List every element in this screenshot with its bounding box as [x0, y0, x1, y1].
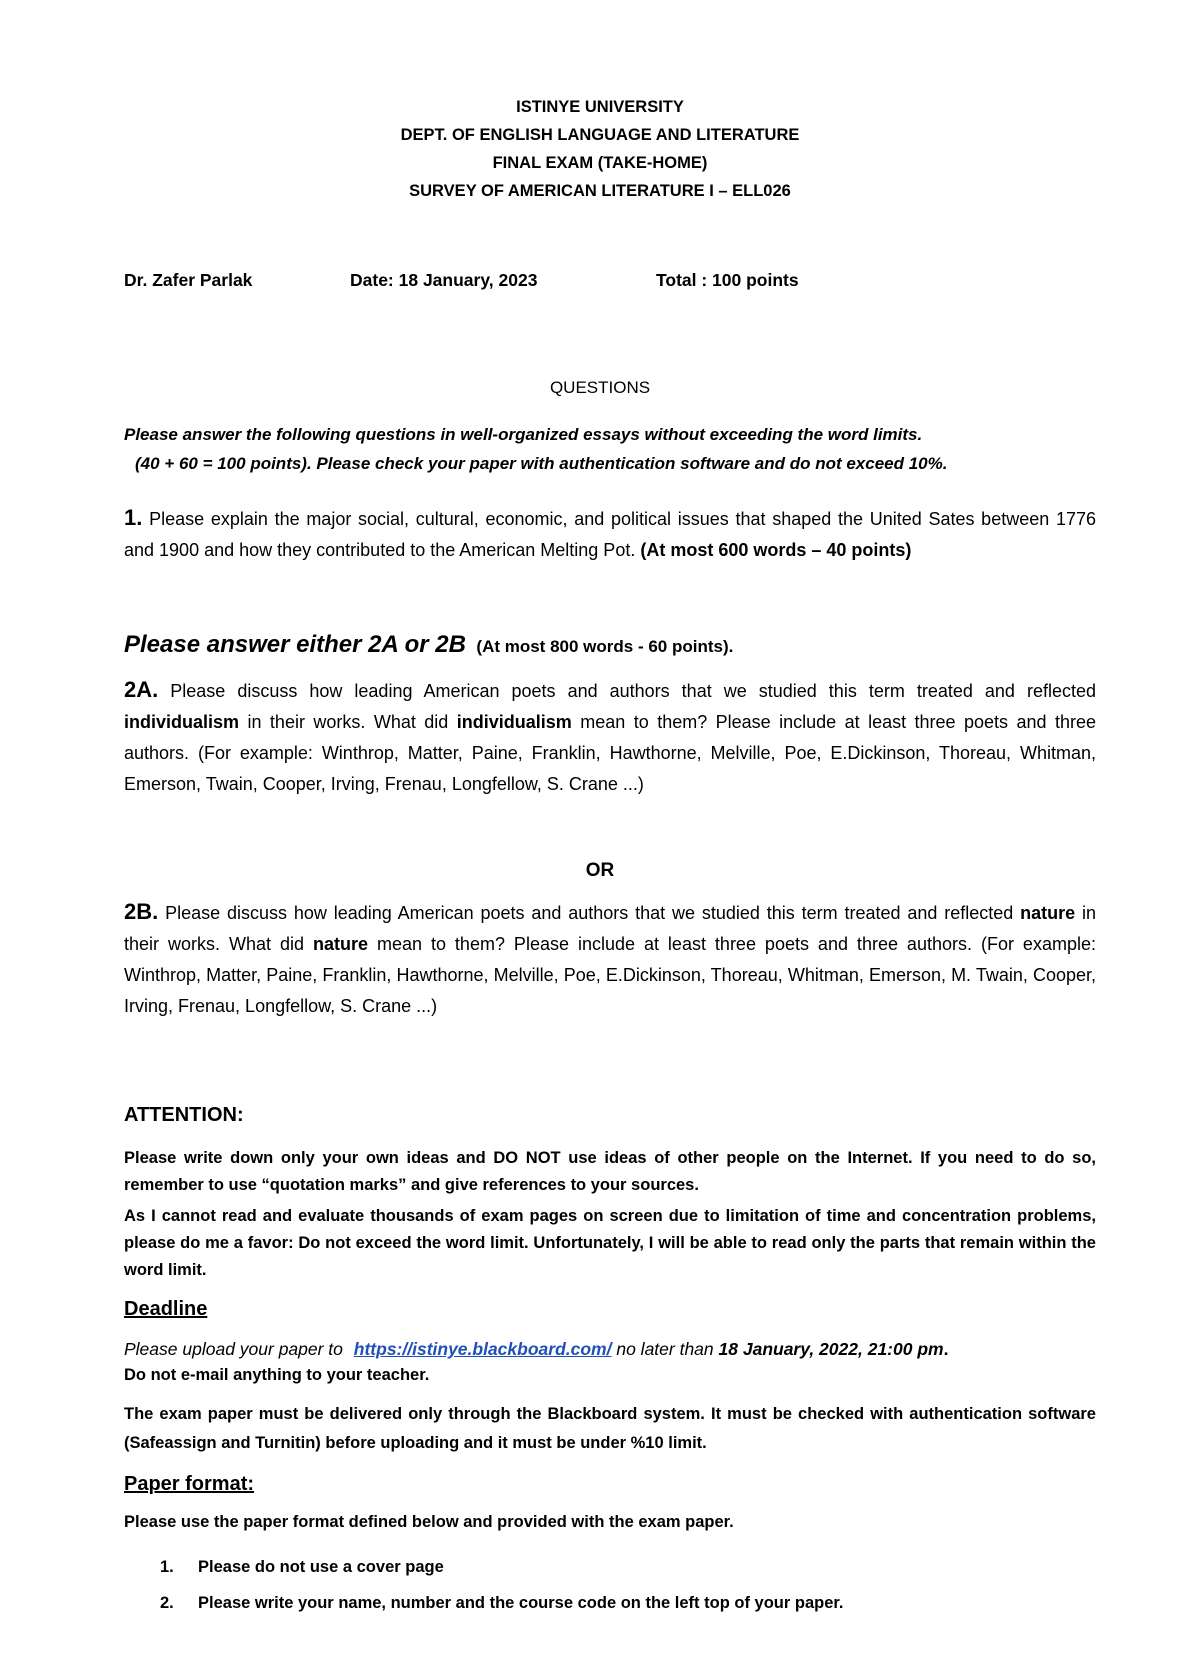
question-2a-number: 2A.	[124, 677, 159, 702]
deadline-upload-prefix: Please upload your paper to	[124, 1339, 343, 1359]
blackboard-link[interactable]: https://istinye.blackboard.com/	[353, 1339, 612, 1359]
question-2b	[124, 896, 1096, 1022]
question-2a-text-2: in their works. What did	[247, 712, 449, 732]
or-divider: OR	[585, 860, 615, 881]
exam-date: Date: 18 January, 2023	[350, 270, 538, 290]
instructions-line-1: Please answer the following questions in well-organized essays without exceeding the word limits.	[124, 425, 923, 444]
question-1	[124, 502, 1096, 566]
list-item-text: Please do not use a cover page	[198, 1558, 444, 1576]
question-1-text: Please explain the major social, cultural, economic, and political issues that shaped the United Sates between 1776 and 1900 and how they contributed to the American Melting Pot.	[124, 509, 1096, 560]
list-item	[124, 1585, 1096, 1621]
question-2b-examples: (For example: Winthrop, Matter, Paine, Franklin, Hawthorne, Melville, Poe, E.Dickinson, Thoreau, Whitman, Emerson, M. Twain, Cooper, Irving, Frenau, Longfellow, S. Crane ...)	[124, 934, 1096, 1016]
question-2a	[124, 674, 1096, 800]
question-2a-keyword-repeat: individualism	[456, 712, 572, 732]
questions-heading: QUESTIONS	[549, 378, 651, 397]
attention-paragraph-2: As I cannot read and evaluate thousands of exam pages on screen due to limitation of time and concentration problems, please do me a favor: Do not exceed the word limit. Unfortunately, I will be able to read only the parts that remain within the word limit.	[124, 1207, 1096, 1279]
question-2a-keyword: individualism	[124, 712, 240, 732]
paper-format-intro: Please use the paper format defined below and provided with the exam paper.	[124, 1513, 734, 1531]
university-name: ISTINYE UNIVERSITY	[516, 98, 684, 116]
deadline-date: 18 January, 2022, 21:00 pm	[718, 1339, 944, 1359]
list-item-number: 2.	[160, 1594, 174, 1612]
question-2b-number: 2B.	[124, 899, 159, 924]
question-2-limit: (At most 800 words - 60 points).	[476, 637, 734, 656]
question-2b-keyword: nature	[1020, 903, 1076, 923]
question-2b-text-1: Please discuss how leading American poets and authors that we studied this term treated and reflected	[165, 903, 1014, 923]
deadline-delivery: The exam paper must be delivered only through the Blackboard system. It must be checked with authentication software (Safeassign and Turnitin) before uploading and it must be under %10 limit.	[124, 1405, 1096, 1452]
paper-format-heading: Paper format:	[124, 1473, 255, 1495]
list-item-number: 1.	[160, 1558, 174, 1576]
paper-format-list	[124, 1549, 1096, 1621]
total-points: Total : 100 points	[656, 270, 799, 290]
deadline-upload-line: Please upload your paper to https://istinye.blackboard.com/ no later than 18 January, 2022, 21:00 pm.	[124, 1339, 949, 1359]
question-2-instruction: Please answer either 2A or 2B	[124, 631, 466, 658]
question-2a-text-3: mean to them? Please include at least three poets and three authors.	[124, 712, 1096, 763]
question-2b-text-2: in their works. What did	[124, 903, 1096, 954]
deadline-no-email: Do not e-mail anything to your teacher.	[124, 1366, 430, 1384]
question-1-number: 1.	[124, 505, 143, 530]
attention-heading: ATTENTION:	[124, 1104, 244, 1126]
list-item-text: Please write your name, number and the course code on the left top of your paper.	[198, 1594, 844, 1612]
department-name: DEPT. OF ENGLISH LANGUAGE AND LITERATURE	[400, 126, 800, 144]
question-2b-keyword-repeat: nature	[312, 934, 368, 954]
instructor-name: Dr. Zafer Parlak	[124, 270, 253, 290]
attention-paragraph-1: Please write down only your own ideas and DO NOT use ideas of other people on the Internet. If you need to do so, remember to use “quotation marks” and give references to your sources.	[124, 1149, 1096, 1194]
question-2a-text-1: Please discuss how leading American poets and authors that we studied this term treated and reflected	[170, 681, 1096, 701]
course-title: SURVEY OF AMERICAN LITERATURE I – ELL026	[409, 182, 791, 200]
instructions-line-2: (40 + 60 = 100 points). Please check your paper with authentication software and do not exceed 10%.	[135, 454, 948, 473]
list-item	[124, 1549, 1096, 1585]
deadline-upload-suffix: no later than	[616, 1339, 714, 1359]
question-2a-examples: (For example: Winthrop, Matter, Paine, Franklin, Hawthorne, Melville, Poe, E.Dickinson, Thoreau, Whitman, Emerson, Twain, Cooper, Irving, Frenau, Longfellow, S. Crane ...)	[124, 743, 1096, 794]
question-1-limit: (At most 600 words – 40 points)	[640, 540, 912, 560]
exam-title: FINAL EXAM (TAKE-HOME)	[492, 154, 708, 172]
question-2-heading	[124, 631, 1096, 659]
deadline-heading: Deadline	[124, 1298, 208, 1320]
question-2b-text-3: mean to them? Please include at least three poets and three authors.	[376, 934, 972, 954]
